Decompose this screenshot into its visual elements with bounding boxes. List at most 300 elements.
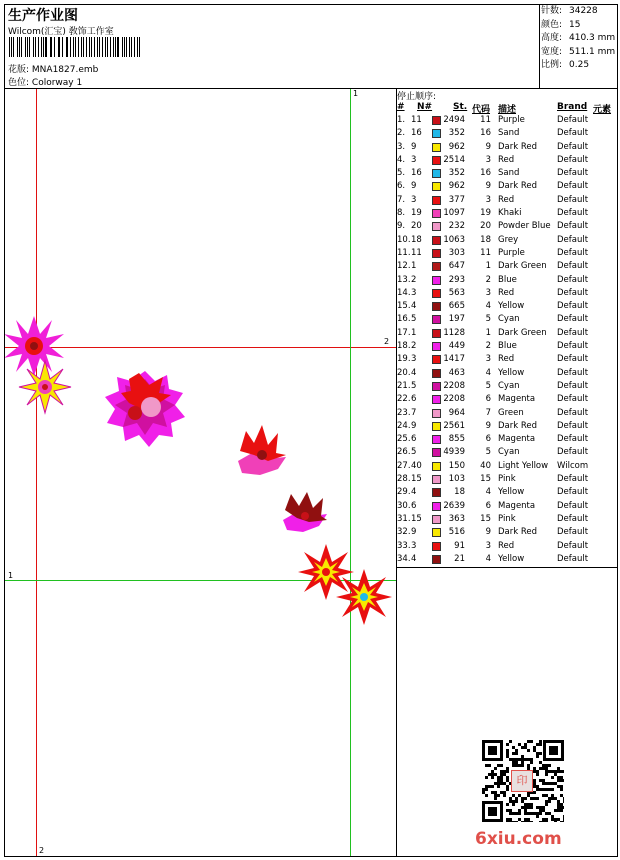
qr-module (557, 767, 560, 770)
qr-module (563, 818, 564, 821)
row-code: 5 (485, 314, 491, 325)
row-needle: 9 (411, 420, 417, 431)
qr-module (506, 785, 509, 788)
row-brand: Default (557, 540, 589, 551)
qr-module (518, 812, 521, 815)
qr-module (548, 782, 551, 785)
colorway-label: 色位: (8, 78, 30, 88)
qr-module (503, 791, 506, 794)
qr-module (548, 788, 551, 791)
barcode-bar (97, 37, 98, 57)
qr-module (530, 797, 533, 800)
row-code: 9 (485, 420, 491, 431)
row-description: Yellow (498, 487, 525, 498)
qr-module (503, 782, 506, 785)
qr-module (542, 821, 545, 822)
row-color-swatch (432, 249, 441, 258)
qr-module (545, 788, 548, 791)
row-description: Khaki (498, 208, 522, 219)
row-stitches: 21 (454, 553, 465, 564)
row-color-swatch (432, 502, 441, 511)
sequence-header-row (397, 102, 618, 114)
row-code: 9 (485, 181, 491, 192)
qr-module (497, 794, 500, 797)
qr-module (527, 758, 530, 761)
row-brand: Default (557, 420, 589, 431)
qr-module (509, 812, 512, 815)
qr-module (536, 788, 539, 791)
sequence-row (397, 168, 618, 181)
barcode-bar (21, 37, 22, 57)
qr-module (497, 776, 500, 779)
row-description: Sand (498, 128, 520, 139)
row-stitches: 197 (448, 314, 465, 325)
qr-module (545, 818, 548, 821)
qr-module (518, 794, 521, 797)
row-brand: Default (557, 287, 589, 298)
row-stitches: 2514 (443, 154, 465, 165)
qr-module (506, 776, 509, 779)
qr-module (557, 809, 560, 812)
col-element: 元素 (593, 105, 612, 115)
qr-module (545, 794, 548, 797)
row-color-swatch (432, 129, 441, 138)
qr-module (512, 752, 515, 755)
qr-module (503, 770, 506, 773)
qr-module (560, 809, 563, 812)
qr-module (560, 779, 563, 782)
row-needle: 1 (411, 327, 417, 338)
row-needle: 5 (411, 380, 417, 391)
row-code: 19 (480, 208, 491, 219)
row-stitches: 563 (448, 287, 465, 298)
qr-module (494, 767, 497, 770)
qr-module (512, 794, 515, 797)
row-needle: 2 (411, 341, 417, 352)
qr-module (497, 764, 500, 767)
row-description: Powder Blue (498, 221, 551, 232)
qr-module (524, 746, 527, 749)
qr-module (545, 800, 548, 803)
row-description: Grey (498, 234, 519, 245)
sequence-row (397, 434, 618, 447)
row-stitches: 150 (448, 460, 465, 471)
qr-module (536, 812, 539, 815)
qr-module (533, 797, 536, 800)
qr-module (518, 743, 521, 746)
row-needle: 4 (411, 367, 417, 378)
qr-module (557, 776, 560, 779)
row-stitches: 855 (448, 434, 465, 445)
row-brand: Default (557, 234, 589, 245)
row-code: 3 (485, 194, 491, 205)
row-number: 9. (397, 221, 406, 232)
qr-module (557, 806, 560, 809)
sequence-row (397, 421, 618, 434)
qr-module (539, 761, 542, 764)
row-stitches: 962 (448, 181, 465, 192)
sequence-row (397, 208, 618, 221)
row-number: 8. (397, 208, 406, 219)
row-code: 2 (485, 274, 491, 285)
qr-module (536, 773, 539, 776)
row-code: 4 (485, 553, 491, 564)
qr-module (551, 794, 554, 797)
qr-module (497, 785, 500, 788)
row-needle: 15 (411, 513, 422, 524)
qr-stamp: 印 (511, 770, 533, 792)
qr-module (536, 752, 539, 755)
row-brand: Default (557, 221, 589, 232)
qr-module (524, 809, 527, 812)
row-color-swatch (432, 262, 441, 271)
qr-module (545, 821, 548, 822)
qr-module (563, 800, 564, 803)
row-description: Dark Red (498, 181, 538, 192)
row-stitches: 1128 (443, 327, 465, 338)
row-number: 28. (397, 474, 411, 485)
row-stitches: 2561 (443, 420, 465, 431)
qr-module (527, 794, 530, 797)
row-needle: 18 (411, 234, 422, 245)
row-brand: Default (557, 447, 589, 458)
qr-module (560, 803, 563, 806)
qr-module (551, 782, 554, 785)
qr-module (554, 782, 557, 785)
row-needle: 40 (411, 460, 422, 471)
qr-module (527, 806, 530, 809)
row-color-swatch (432, 143, 441, 152)
row-code: 3 (485, 154, 491, 165)
row-needle: 9 (411, 141, 417, 152)
row-code: 15 (480, 474, 491, 485)
row-color-swatch (432, 169, 441, 178)
row-stitches: 463 (448, 367, 465, 378)
row-number: 17. (397, 327, 411, 338)
sequence-row (397, 142, 618, 155)
qr-module (545, 770, 548, 773)
qr-module (488, 773, 491, 776)
row-code: 16 (480, 168, 491, 179)
qr-module (560, 806, 563, 809)
sequence-row (397, 381, 618, 394)
row-color-swatch (432, 369, 441, 378)
flower-star-orange-1 (298, 544, 354, 600)
row-needle: 11 (411, 247, 422, 258)
row-brand: Default (557, 301, 589, 312)
sequence-bottom-divider (397, 567, 618, 568)
qr-module (488, 746, 497, 755)
row-brand: Default (557, 367, 589, 378)
sequence-row (397, 301, 618, 314)
qr-module (509, 809, 512, 812)
qr-module (482, 791, 485, 794)
row-code: 20 (480, 221, 491, 232)
row-color-swatch (432, 542, 441, 551)
qr-module (485, 764, 488, 767)
qr-module (506, 821, 509, 822)
row-needle: 19 (411, 208, 422, 219)
qr-module (560, 788, 563, 791)
sequence-row (397, 115, 618, 128)
row-number: 25. (397, 434, 411, 445)
row-brand: Default (557, 474, 589, 485)
sequence-row (397, 275, 618, 288)
qr-module (485, 794, 488, 797)
qr-module (533, 767, 536, 770)
colorway-value: Colorway 1 (31, 78, 83, 88)
flower-red-lily (238, 425, 286, 475)
barcode-bar (89, 37, 90, 57)
row-description: Blue (498, 274, 517, 285)
qr-module (491, 785, 494, 788)
qr-module (521, 761, 524, 764)
stat-width: 宽度: 511.1 mm (541, 46, 616, 57)
qr-module (548, 797, 551, 800)
sequence-row (397, 354, 618, 367)
sequence-row (397, 461, 618, 474)
qr-module (530, 758, 533, 761)
qr-module (503, 773, 506, 776)
qr-module (542, 779, 545, 782)
row-stitches: 363 (448, 513, 465, 524)
row-stitches: 1063 (443, 234, 465, 245)
row-code: 4 (485, 301, 491, 312)
qr-module (509, 758, 512, 761)
qr-module (515, 749, 518, 752)
qr-module (491, 770, 494, 773)
qr-module (551, 770, 554, 773)
row-needle: 16 (411, 168, 422, 179)
row-number: 6. (397, 181, 406, 192)
qr-module (536, 770, 539, 773)
row-color-swatch (432, 382, 441, 391)
qr-module (563, 770, 564, 773)
row-color-swatch (432, 276, 441, 285)
row-brand: Default (557, 128, 589, 139)
row-stitches: 516 (448, 527, 465, 538)
qr-module (509, 797, 512, 800)
qr-module (560, 794, 563, 797)
qr-module (512, 800, 515, 803)
qr-module (557, 770, 560, 773)
qr-module (524, 743, 527, 746)
row-description: Green (498, 407, 524, 418)
qr-module (563, 815, 564, 818)
row-needle: 5 (411, 447, 417, 458)
row-code: 6 (485, 500, 491, 511)
qr-module (548, 764, 551, 767)
qr-module (485, 785, 488, 788)
qr-module (509, 800, 512, 803)
qr-module (509, 740, 512, 743)
qr-module (521, 764, 524, 767)
qr-module (506, 770, 509, 773)
row-needle: 16 (411, 128, 422, 139)
qr-module (506, 767, 509, 770)
qr-module (557, 785, 560, 788)
qr-module (521, 755, 524, 758)
row-brand: Default (557, 327, 589, 338)
row-stitches: 2208 (443, 380, 465, 391)
row-color-swatch (432, 409, 441, 418)
barcode-bar (9, 37, 10, 57)
row-brand: Default (557, 527, 589, 538)
design-value: MNA1827.emb (31, 65, 99, 75)
row-brand: Default (557, 380, 589, 391)
sequence-row (397, 487, 618, 500)
row-needle: 6 (411, 394, 417, 405)
row-code: 16 (480, 128, 491, 139)
embroidery-design (5, 89, 396, 856)
qr-module (533, 746, 536, 749)
qr-module (494, 773, 497, 776)
row-brand: Default (557, 115, 589, 125)
qr-module (542, 794, 545, 797)
qr-module (494, 797, 497, 800)
row-description: Cyan (498, 447, 520, 458)
green-guide-label-v: 1 (353, 89, 359, 98)
row-code: 6 (485, 394, 491, 405)
row-number: 1. (397, 115, 406, 125)
row-number: 5. (397, 168, 406, 179)
qr-module (506, 743, 509, 746)
sequence-row (397, 128, 618, 141)
qr-module (527, 818, 530, 821)
row-brand: Default (557, 141, 589, 152)
row-description: Dark Red (498, 527, 538, 538)
row-brand: Default (557, 247, 589, 258)
row-number: 19. (397, 354, 411, 365)
qr-module (500, 764, 503, 767)
qr-module (554, 773, 557, 776)
barcode-bar (139, 37, 140, 57)
row-number: 24. (397, 420, 411, 431)
green-guide-label-h: 1 (8, 571, 14, 580)
qr-module (521, 800, 524, 803)
qr-module (524, 797, 527, 800)
row-needle: 9 (411, 181, 417, 192)
qr-module (539, 740, 542, 743)
col-stitches: St. (453, 102, 468, 112)
row-needle: 5 (411, 314, 417, 325)
qr-module (491, 773, 494, 776)
qr-module (527, 749, 530, 752)
stat-height: 高度: 410.3 mm (541, 33, 616, 43)
qr-module (500, 791, 503, 794)
row-stitches: 352 (448, 168, 465, 179)
row-stitches: 91 (454, 540, 465, 551)
qr-module (494, 782, 497, 785)
row-number: 7. (397, 194, 406, 205)
qr-module (539, 806, 542, 809)
sequence-rows (397, 115, 618, 567)
sequence-row (397, 368, 618, 381)
sequence-row (397, 408, 618, 421)
col-description: 描述 (498, 105, 517, 115)
qr-module (506, 788, 509, 791)
qr-module (560, 770, 563, 773)
row-brand: Wilcom (557, 460, 589, 471)
row-code: 1 (485, 261, 491, 272)
qr-module (545, 764, 548, 767)
qr-module (542, 782, 545, 785)
row-color-swatch (432, 395, 441, 404)
row-description: Dark Green (498, 327, 547, 338)
row-description: Red (498, 540, 515, 551)
qr-module (527, 740, 530, 743)
sequence-row (397, 248, 618, 261)
qr-module (554, 818, 557, 821)
barcode-bar (54, 37, 55, 57)
qr-module (549, 746, 558, 755)
qr-module (533, 770, 536, 773)
row-brand: Default (557, 154, 589, 165)
barcode-bar (33, 37, 34, 57)
row-needle: 2 (411, 274, 417, 285)
row-needle: 3 (411, 154, 417, 165)
row-color-swatch (432, 435, 441, 444)
barcode-bar (62, 37, 63, 57)
row-code: 11 (480, 115, 491, 125)
sequence-row (397, 181, 618, 194)
row-number: 2. (397, 128, 406, 139)
row-number: 13. (397, 274, 411, 285)
row-stitches: 352 (448, 128, 465, 139)
qr-module (539, 788, 542, 791)
sequence-row (397, 341, 618, 354)
qr-module (521, 758, 524, 761)
qr-module (530, 812, 533, 815)
row-color-swatch (432, 302, 441, 311)
row-number: 21. (397, 380, 411, 391)
row-needle: 11 (411, 115, 422, 125)
row-number: 20. (397, 367, 411, 378)
qr-module (548, 812, 551, 815)
qr-module (500, 770, 503, 773)
sequence-row (397, 501, 618, 514)
row-code: 18 (480, 234, 491, 245)
row-stitches: 962 (448, 141, 465, 152)
row-number: 33. (397, 540, 411, 551)
qr-module (506, 752, 509, 755)
qr-module (563, 779, 564, 782)
qr-module (545, 767, 548, 770)
row-number: 14. (397, 287, 411, 298)
qr-module (512, 764, 515, 767)
row-number: 10. (397, 234, 411, 245)
row-number: 29. (397, 487, 411, 498)
sequence-row (397, 314, 618, 327)
qr-module (512, 812, 515, 815)
row-brand: Default (557, 513, 589, 524)
row-stitches: 1417 (443, 354, 465, 365)
row-code: 3 (485, 287, 491, 298)
row-code: 3 (485, 354, 491, 365)
row-code: 11 (480, 247, 491, 258)
qr-module (524, 818, 527, 821)
col-brand: Brand (557, 102, 588, 112)
row-brand: Default (557, 314, 589, 325)
row-color-swatch (432, 196, 441, 205)
barcode-bar (17, 37, 18, 57)
qr-module (515, 758, 518, 761)
barcode (9, 37, 142, 57)
sequence-row (397, 221, 618, 234)
sequence-row (397, 474, 618, 487)
qr-module (521, 746, 524, 749)
qr-module (530, 806, 533, 809)
